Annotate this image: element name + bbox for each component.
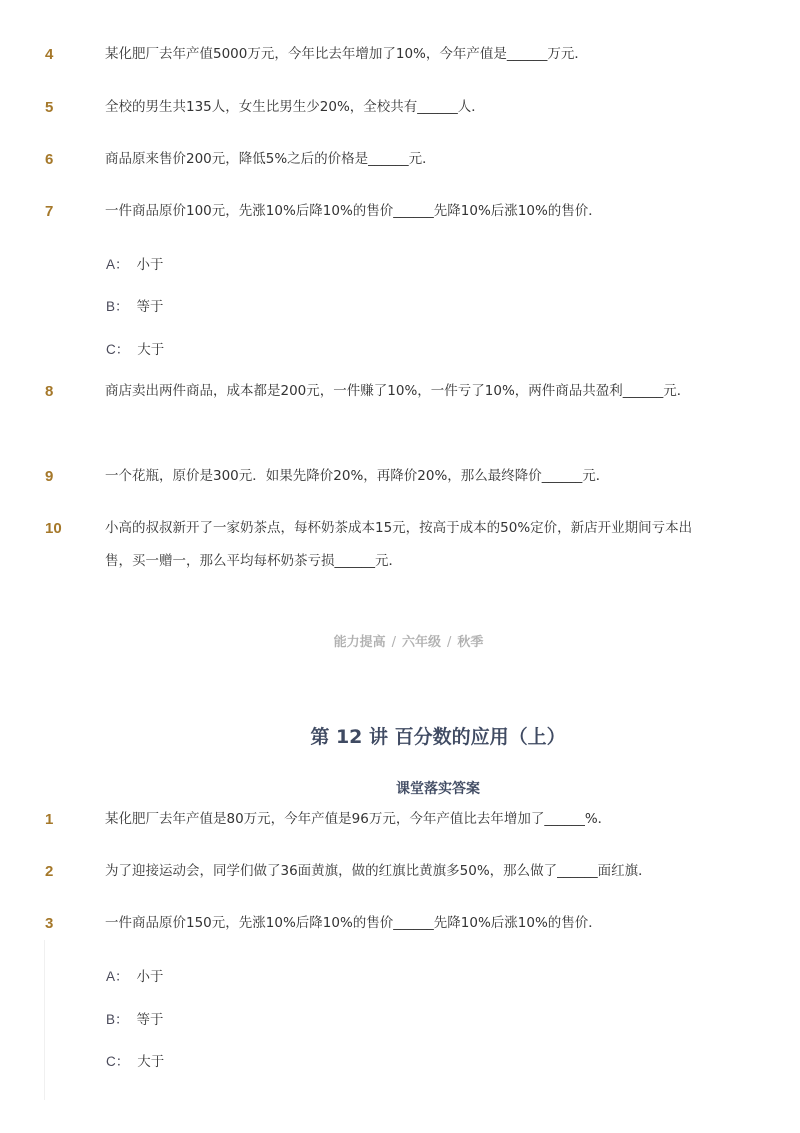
question-number: 9 bbox=[45, 468, 54, 485]
question-text: 为了迎接运动会，同学们做了36面黄旗，做的红旗比黄旗多50%，那么做了______面红旗． bbox=[105, 863, 652, 879]
question-number: 4 bbox=[45, 46, 54, 63]
question-text: 一件商品原价100元，先涨10%后降10%的售价______先降10%后涨10%的售价． bbox=[105, 203, 602, 219]
footer-separator: / bbox=[391, 635, 396, 650]
option-label: C： bbox=[106, 1054, 130, 1069]
option-text: 等于 bbox=[136, 299, 164, 315]
footer-grade: 六年级 bbox=[401, 635, 441, 650]
option-b bbox=[106, 297, 164, 317]
question-number: 7 bbox=[45, 203, 54, 220]
question-number: 2 bbox=[45, 863, 54, 880]
question-number: 8 bbox=[45, 383, 54, 400]
option-text: 大于 bbox=[137, 342, 165, 358]
question-text: 一件商品原价150元，先涨10%后降10%的售价______先降10%后涨10%的售价． bbox=[105, 915, 602, 931]
question-text: 商店卖出两件商品，成本都是200元，一件赚了10%，一件亏了10%，两件商品共盈利______元． bbox=[105, 383, 691, 399]
option-text: 大于 bbox=[137, 1054, 165, 1070]
question-number: 5 bbox=[45, 99, 54, 116]
option-b bbox=[106, 1010, 164, 1030]
option-label: B： bbox=[106, 1012, 129, 1027]
question-text: 小高的叔叔新开了一家奶茶点，每杯奶茶成本15元，按高于成本的50%定价，新店开业期间亏本出售，买一赠一，那么平均每杯奶茶亏损______元． bbox=[105, 520, 693, 569]
question-text: 某化肥厂去年产值5000万元，今年比去年增加了10%，今年产值是______万元． bbox=[105, 46, 588, 62]
divider bbox=[44, 940, 45, 1100]
question-text: 全校的男生共135人，女生比男生少20%，全校共有______人． bbox=[105, 99, 485, 115]
option-a bbox=[106, 967, 164, 987]
option-label: C： bbox=[106, 342, 130, 357]
footer-separator: / bbox=[447, 635, 452, 650]
question-number: 3 bbox=[45, 915, 54, 932]
question-number: 1 bbox=[45, 811, 54, 828]
option-c bbox=[106, 1052, 164, 1072]
footer-season: 秋季 bbox=[457, 635, 484, 650]
option-text: 等于 bbox=[136, 1012, 164, 1028]
footer-course: 能力提高 bbox=[333, 635, 386, 650]
option-c bbox=[106, 340, 164, 360]
option-text: 小于 bbox=[136, 969, 164, 985]
option-a bbox=[106, 255, 164, 275]
question-text: 一个花瓶，原价是300元．如果先降价20%，再降价20%，那么最终降价______元． bbox=[105, 468, 610, 484]
question-text: 商品原来售价200元，降低5%之后的价格是______元． bbox=[105, 151, 436, 167]
option-label: A： bbox=[106, 969, 129, 984]
option-label: B： bbox=[106, 299, 129, 314]
section-title: 第 12 讲 百分数的应用（上） bbox=[310, 726, 566, 748]
question-number: 6 bbox=[45, 151, 54, 168]
section-subtitle: 课堂落实答案 bbox=[396, 781, 480, 797]
option-label: A： bbox=[106, 257, 129, 272]
question-text: 某化肥厂去年产值是80万元，今年产值是96万元，今年产值比去年增加了______%． bbox=[105, 811, 612, 827]
option-text: 小于 bbox=[136, 257, 164, 273]
question-number: 10 bbox=[45, 520, 62, 537]
page-footer bbox=[0, 631, 800, 650]
